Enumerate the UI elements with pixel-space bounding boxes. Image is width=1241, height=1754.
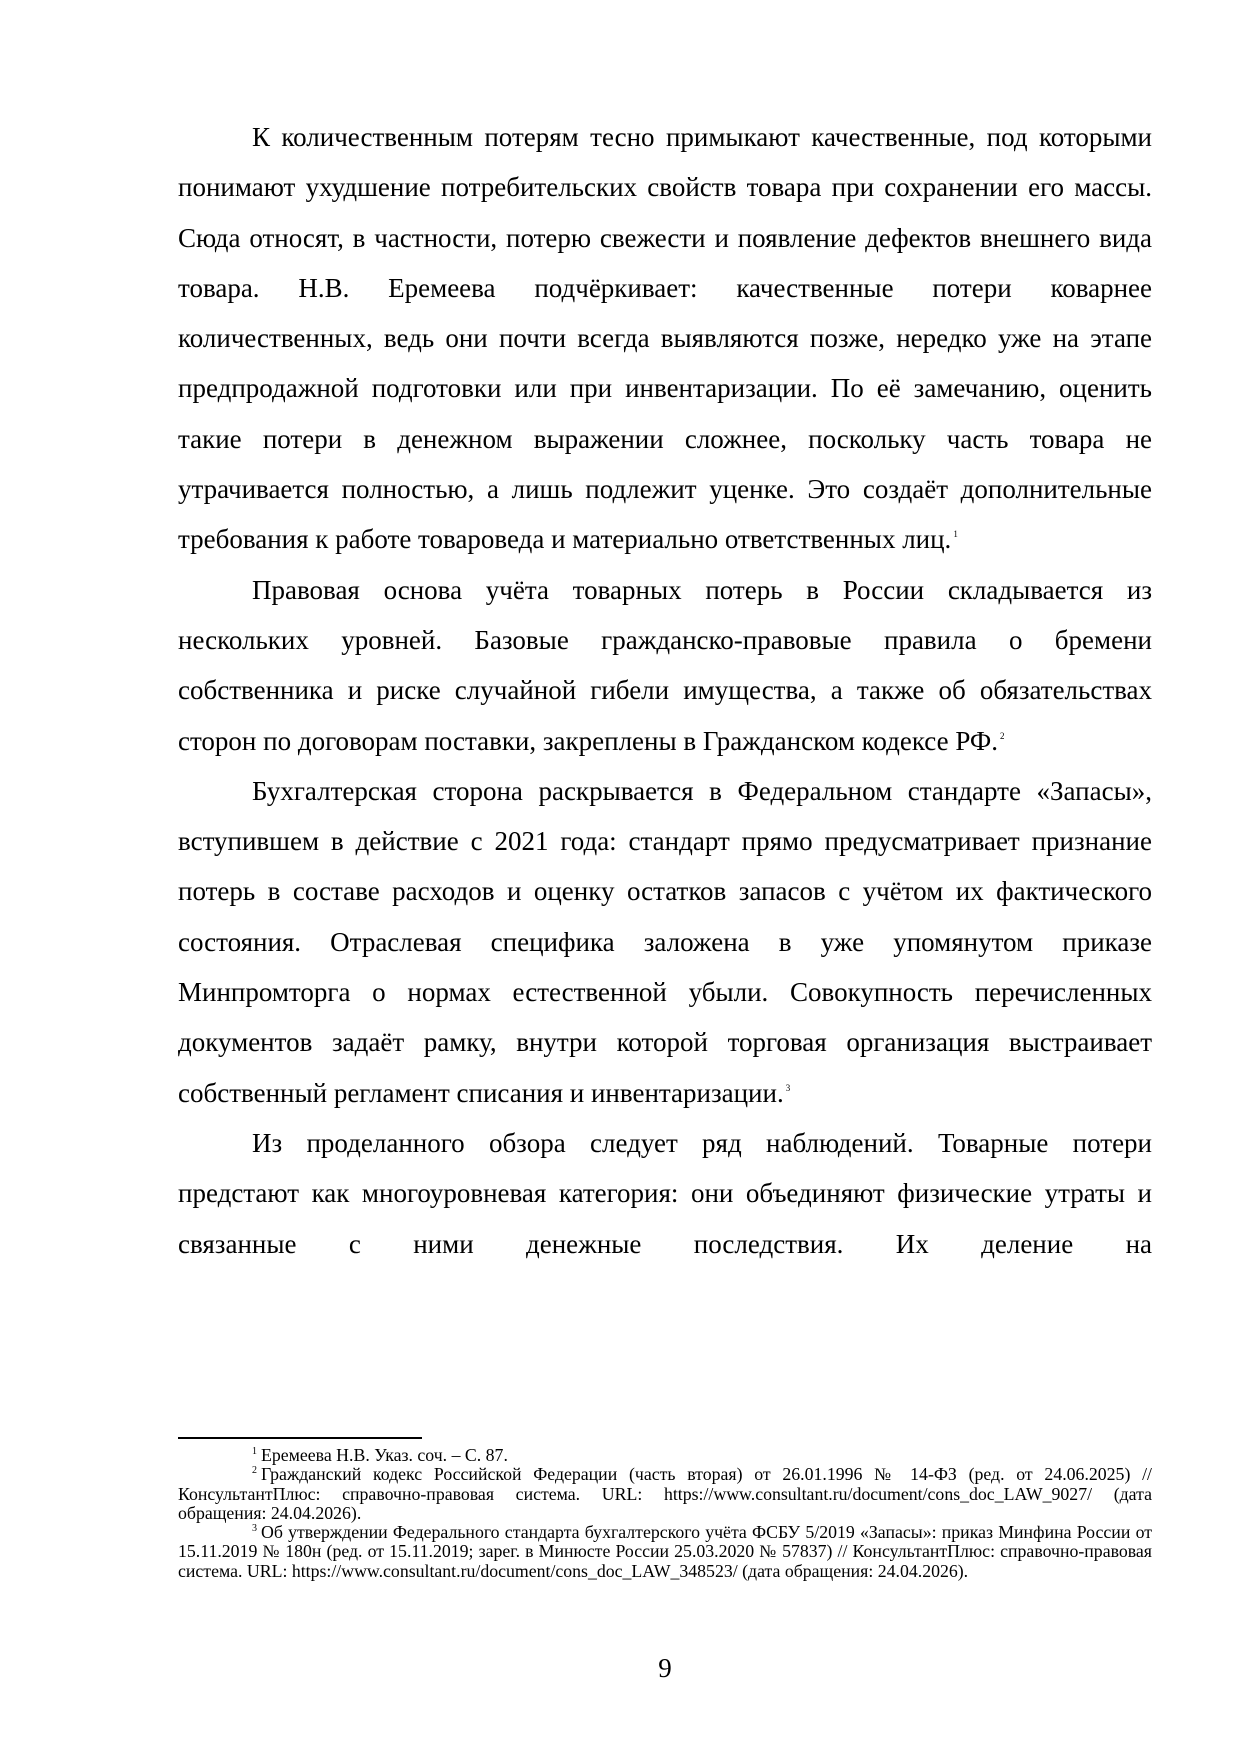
footnote-text: Еремеева Н.В. Указ. соч. – С. 87. bbox=[261, 1445, 508, 1465]
footnote-text: Об утверждении Федерального стандарта бухгалтерского учёта ФСБУ 5/2019 «Запасы»: приказ Минфина России от 15.11.2019 № 180н (ред. от 15.11.2019; зарег. в Минюсте России 25.03.2020 № 57837) // КонсультантПлюс: справочно-правовая система. URL: https://www.consultant.ru/document/cons_doc_LAW_348523/ (дата обращения: 24.04.2026). bbox=[178, 1522, 1152, 1581]
footnote-2 bbox=[178, 1465, 1152, 1523]
paragraph-2 bbox=[178, 565, 1152, 766]
main-text bbox=[178, 112, 1152, 1269]
footnote-reference: 1 bbox=[953, 529, 958, 540]
footnote-3 bbox=[178, 1523, 1152, 1581]
footnote-reference: 2 bbox=[999, 730, 1005, 741]
paragraph-text: Правовая основа учёта товарных потерь в России складывается из нескольких уровней. Базовые гражданско-правовые правила о бремени собственника и риске случайной гибели имущества, а также об обязательствах сторон по договорам поставки, закреплены в Гражданском кодексе РФ. bbox=[178, 574, 1152, 756]
paragraph-text: К количественным потерям тесно примыкают качественные, под которыми понимают ухудшение потребительских свойств товара при сохранении его массы. Сюда относят, в частности, потерю свежести и появление дефектов внешнего вида товара. Н.В. Еремеева подчёркивает: качественные потери коварнее количественных, ведь они почти всегда выявляются позже, нередко уже на этапе предпродажной подготовки или при инвентаризации. По её замечанию, оценить такие потери в денежном выражении сложнее, поскольку часть товара не утрачивается полностью, а лишь подлежит уценке. Это создаёт дополнительные требования к работе товароведа и материально ответственных лиц. bbox=[178, 122, 1152, 555]
footnote-number: 2 bbox=[252, 1465, 257, 1477]
paragraph-text: Из проделанного обзора следует ряд наблюдений. Товарные потери предстают как многоуровневая категория: они объединяют физические утраты и связанные с ними денежные последствия. Их деление на bbox=[178, 1127, 1152, 1259]
paragraph-1 bbox=[178, 112, 1152, 565]
footnotes bbox=[178, 1446, 1152, 1581]
footnote-1 bbox=[178, 1446, 1152, 1465]
footnote-text: Гражданский кодекс Российской Федерации (часть вторая) от 26.01.1996 № 14-ФЗ (ред. от 24.06.2025) // КонсультантПлюс: справочно-правовая система. URL: https://www.consultant.ru/document/cons_doc_LAW_9027/ (дата обращения: 24.04.2026). bbox=[178, 1464, 1152, 1523]
footnote-number: 3 bbox=[252, 1523, 257, 1535]
footnote-reference: 3 bbox=[785, 1082, 791, 1093]
paragraph-text: Бухгалтерская сторона раскрывается в Федеральном стандарте «Запасы», вступившем в действие с 2021 года: стандарт прямо предусматривает признание потерь в составе расходов и оценку остатков запасов с учётом их фактического состояния. Отраслевая специфика заложена в уже упомянутом приказе Минпромторга о нормах естественной убыли. Совокупность перечисленных документов задаёт рамку, внутри которой торговая организация выстраивает собственный регламент списания и инвентаризации. bbox=[178, 775, 1152, 1108]
footnote-separator bbox=[178, 1437, 422, 1439]
page-number: 9 bbox=[658, 1653, 672, 1683]
paragraph-3 bbox=[178, 766, 1152, 1118]
footnote-number: 1 bbox=[252, 1446, 257, 1457]
paragraph-4 bbox=[178, 1118, 1152, 1269]
